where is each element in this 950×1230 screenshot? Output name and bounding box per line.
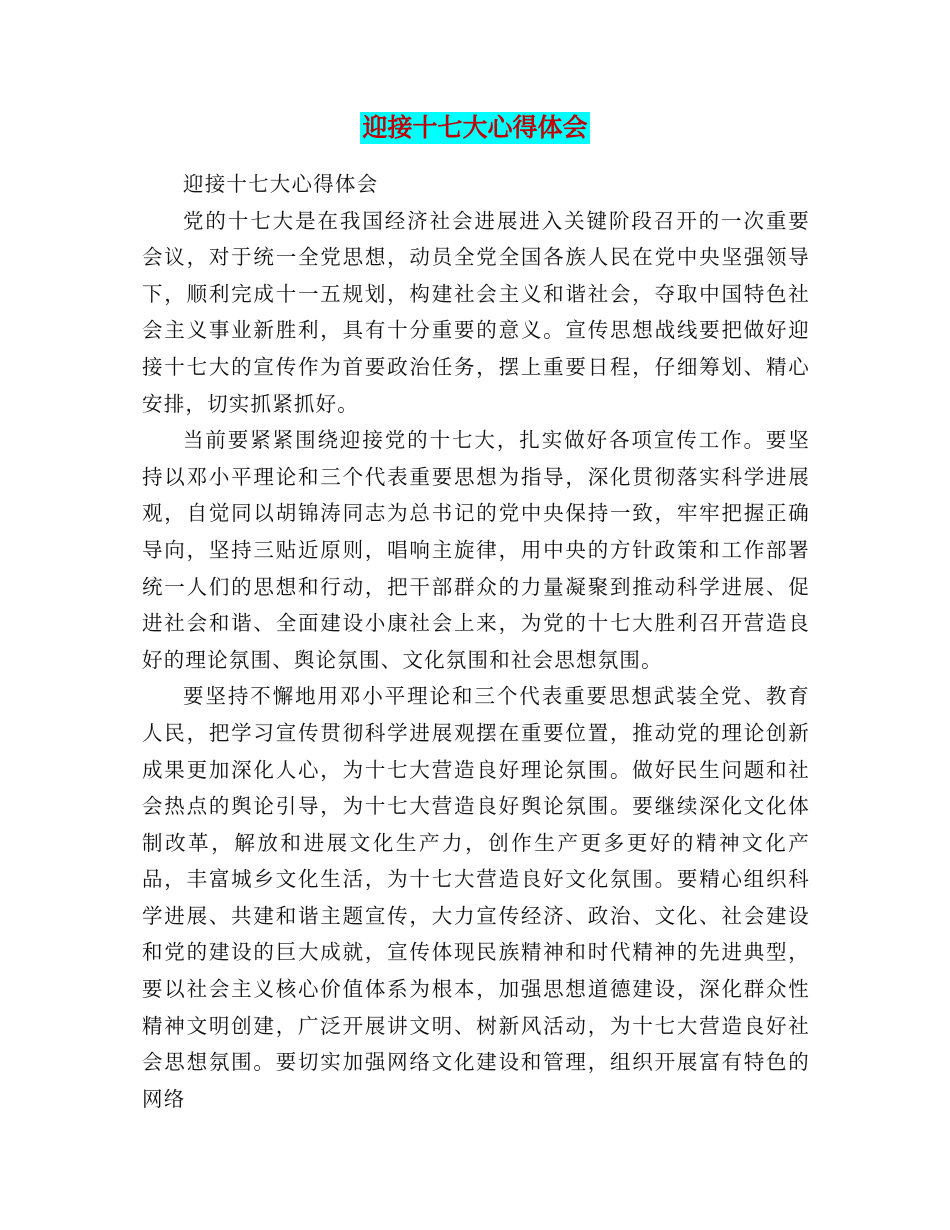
paragraph-subtitle: 迎接十七大心得体会 — [183, 172, 379, 196]
paragraph: 党的十七大是在我国经济社会进展进入关键阶段召开的一次重要会议，对于统一全党思想，动员全党全国各族人民在党中央坚强领导下，顺利完成十一五规划，构建社会主义和谐社会，夺取中国特色社会主义事业新胜利，具有十分重要的意义。宣传思想战线要把做好迎接十七大的宣传作为首要政治任务，摆上重要日程，仔细筹划、精心安排，切实抓紧抓好。 — [142, 208, 810, 416]
document-title: 迎接十七大心得体会 — [362, 113, 588, 142]
paragraph: 要坚持不懈地用邓小平理论和三个代表重要思想武装全党、教育人民，把学习宣传贯彻科学进展观摆在重要位置，推动党的理论创新成果更加深化人心，为十七大营造良好理论氛围。做好民生问题和社会热点的舆论引导，为十七大营造良好舆论氛围。要继续深化文化体制改革，解放和进展文化生产力，创作生产更多更好的精神文化产品，丰富城乡文化生活，为十七大营造良好文化氛围。要精心组织科学进展、共建和谐主题宣传，大力宣传经济、政治、文化、社会建设和党的建设的巨大成就，宣传体现民族精神和时代精神的先进典型，要以社会主义核心价值体系为根本，加强思想道德建设，深化群众性精神文明创建，广泛开展讲文明、树新风活动，为十七大营造良好社会思想氛围。要切实加强网络文化建设和管理，组织开展富有特色的网络 — [142, 684, 810, 1111]
paragraph: 当前要紧紧围绕迎接党的十七大，扎实做好各项宣传工作。要坚持以邓小平理论和三个代表重要思想为指导，深化贯彻落实科学进展观，自觉同以胡锦涛同志为总书记的党中央保持一致，牢牢把握正确导向，坚持三贴近原则，唱响主旋律，用中央的方针政策和工作部署统一人们的思想和行动，把干部群众的力量凝聚到推动科学进展、促进社会和谐、全面建设小康社会上来，为党的十七大胜利召开营造良好的理论氛围、舆论氛围、文化氛围和社会思想氛围。 — [142, 428, 810, 672]
title-container — [0, 112, 950, 144]
document-body — [142, 166, 810, 1117]
